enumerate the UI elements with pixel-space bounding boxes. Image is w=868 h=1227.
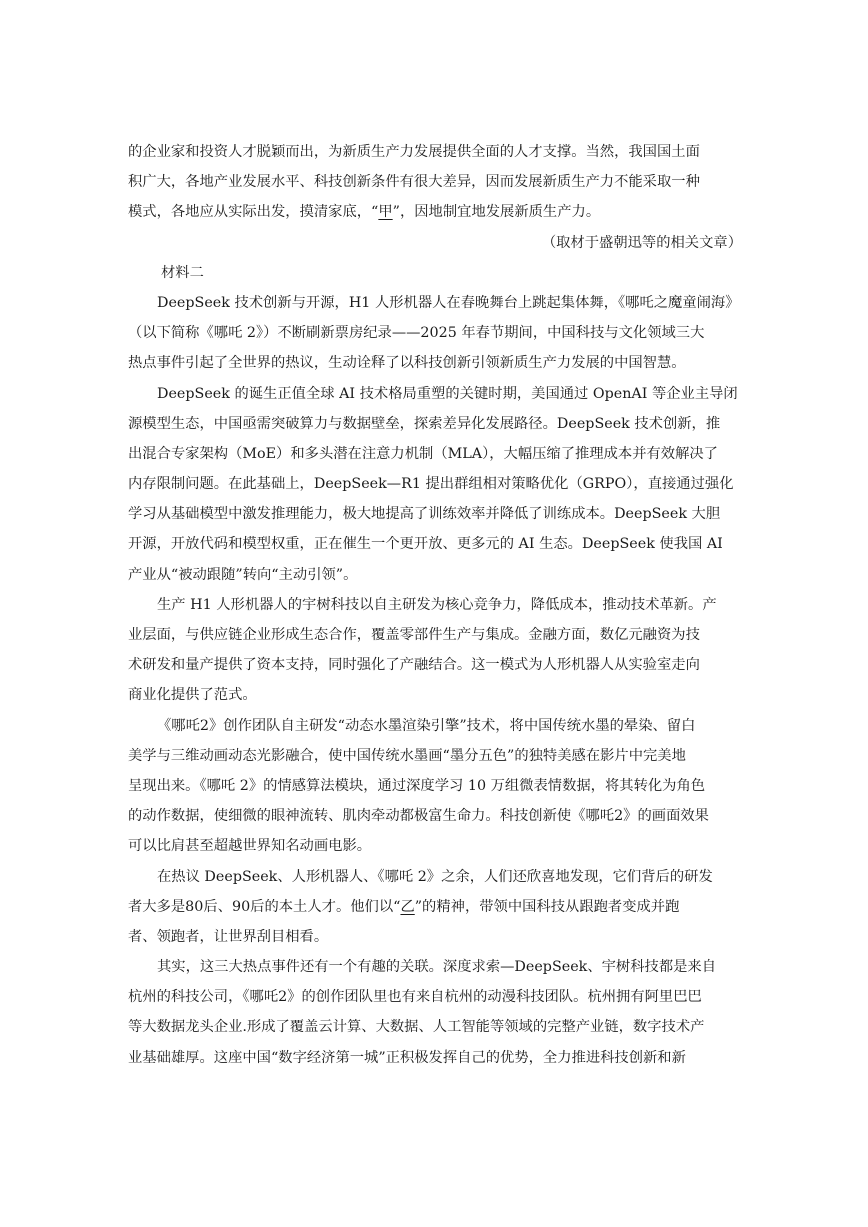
section-heading: 材料二 (161, 264, 204, 281)
text-line: 业基础雄厚。这座中国“数字经济第一城”正积极发挥自己的优势，全力推进科技创新和新 (128, 1049, 686, 1066)
text-segment: ”，因地制宜地发展新质生产力。 (392, 204, 601, 221)
text-line: 商业化提供了范式。 (128, 687, 257, 704)
text-line: 在热议 DeepSeek、人形机器人、《哪吒 2》之余，人们还欣喜地发现，它们背后的研发 (157, 868, 713, 885)
text-line: 可以比肩甚至超越世界知名动画电影。 (128, 838, 372, 855)
text-line: （以下简称《哪吒 2》）不断刷新票房纪录——2025 年春节期间，中国科技与文化领域三大 (128, 325, 705, 342)
text-line: 产业从“被动跟随”转向“主动引领”。 (128, 566, 358, 583)
text-line: 其实，这三大热点事件还有一个有趣的关联。深度求索—DeepSeek、宇树科技都是来自 (157, 959, 717, 976)
text-line: 积广大，各地产业发展水平、科技创新条件有很大差异，因而发展新质生产力不能采取一种 (128, 174, 700, 191)
document-page (128, 137, 742, 1073)
text-line: 业层面，与供应链企业形成生态合作，覆盖零部件生产与集成。金融方面，数亿元融资为技 (128, 627, 700, 643)
text-line: 美学与三维动画动态光影融合，使中国传统水墨画“墨分五色”的独特美感在影片中完美地 (128, 747, 686, 764)
text-line: 生产 H1 人形机器人的宇树科技以自主研发为核心竞争力，降低成本，推动技术革新。产 (157, 596, 717, 613)
text-line: 者、领跑者，让世界刮目相看。 (128, 928, 329, 945)
text-line: 等大数据龙头企业.形成了覆盖云计算、大数据、人工智能等领域的完整产业链，数字技术产 (128, 1019, 705, 1036)
text-line: 呈现出来。《哪吒 2》的情感算法模块，通过深度学习 10 万组微表情数据，将其转化为角色 (128, 777, 706, 794)
blank-jia: 甲 (378, 204, 393, 221)
text-line: 出混合专家架构（MoE）和多头潜在注意力机制（MLA），大幅压缩了推理成本并有效解决了 (128, 445, 718, 462)
text-line: 的动作数据，使细微的眼神流转、肌肉牵动都极富生命力。科技创新使《哪吒2》的画面效果 (128, 808, 709, 825)
text-line: DeepSeek 技术创新与开源，H1 人形机器人在春晚舞台上跳起集体舞，《哪吒之魔童闹海》 (157, 294, 740, 311)
text-line: 《哪吒2》创作团队自主研发“动态水墨渲染引擎”技术，将中国传统水墨的晕染、留白 (157, 717, 696, 734)
text-line: 学习从基础模型中激发推理能力，极大地提高了训练效率并降低了训练成本。DeepSeek 大胆 (128, 506, 721, 523)
text-line: 开源，开放代码和模型权重，正在催生一个更开放、更多元的 AI 生态。DeepSeek 使我国 AI (128, 536, 723, 553)
text-segment: 者大多是80后、90后的本土人才。他们以“ (128, 898, 401, 915)
text-line (128, 892, 742, 922)
source-citation: （取材于盛朝迅等的相关文章） (541, 234, 742, 251)
text-segment: 模式，各地应从实际出发，摸清家底，“ (128, 204, 379, 221)
text-line: 源模型生态，中国亟需突破算力与数据壁垒，探索差异化发展路径。DeepSeek 技术创新，推 (128, 415, 721, 432)
text-line: DeepSeek 的诞生正值全球 AI 技术格局重塑的关键时期，美国通过 OpenAI 等企业主导闭 (157, 385, 738, 402)
text-line: 的企业家和投资人才脱颖而出，为新质生产力发展提供全面的人才支撑。当然，我国国土面 (128, 144, 700, 160)
text-line: 热点事件引起了全世界的热议，生动诠释了以科技创新引领新质生产力发展的中国智慧。 (128, 355, 686, 372)
text-line: 术研发和量产提供了资本支持，同时强化了产融结合。这一模式为人形机器人从实验室走向 (128, 657, 700, 674)
text-line (128, 197, 742, 227)
text-line: 杭州的科技公司，《哪吒2》的创作团队里也有来自杭州的动漫科技团队。杭州拥有阿里巴巴 (128, 989, 702, 1006)
blank-yi: 乙 (400, 898, 415, 915)
text-line: 内存限制问题。在此基础上，DeepSeek—R1 提出群组相对策略优化（GRPO），直接通过强化 (128, 476, 734, 493)
text-segment: ”的精神，带领中国科技从跟跑者变成并跑 (414, 898, 680, 915)
